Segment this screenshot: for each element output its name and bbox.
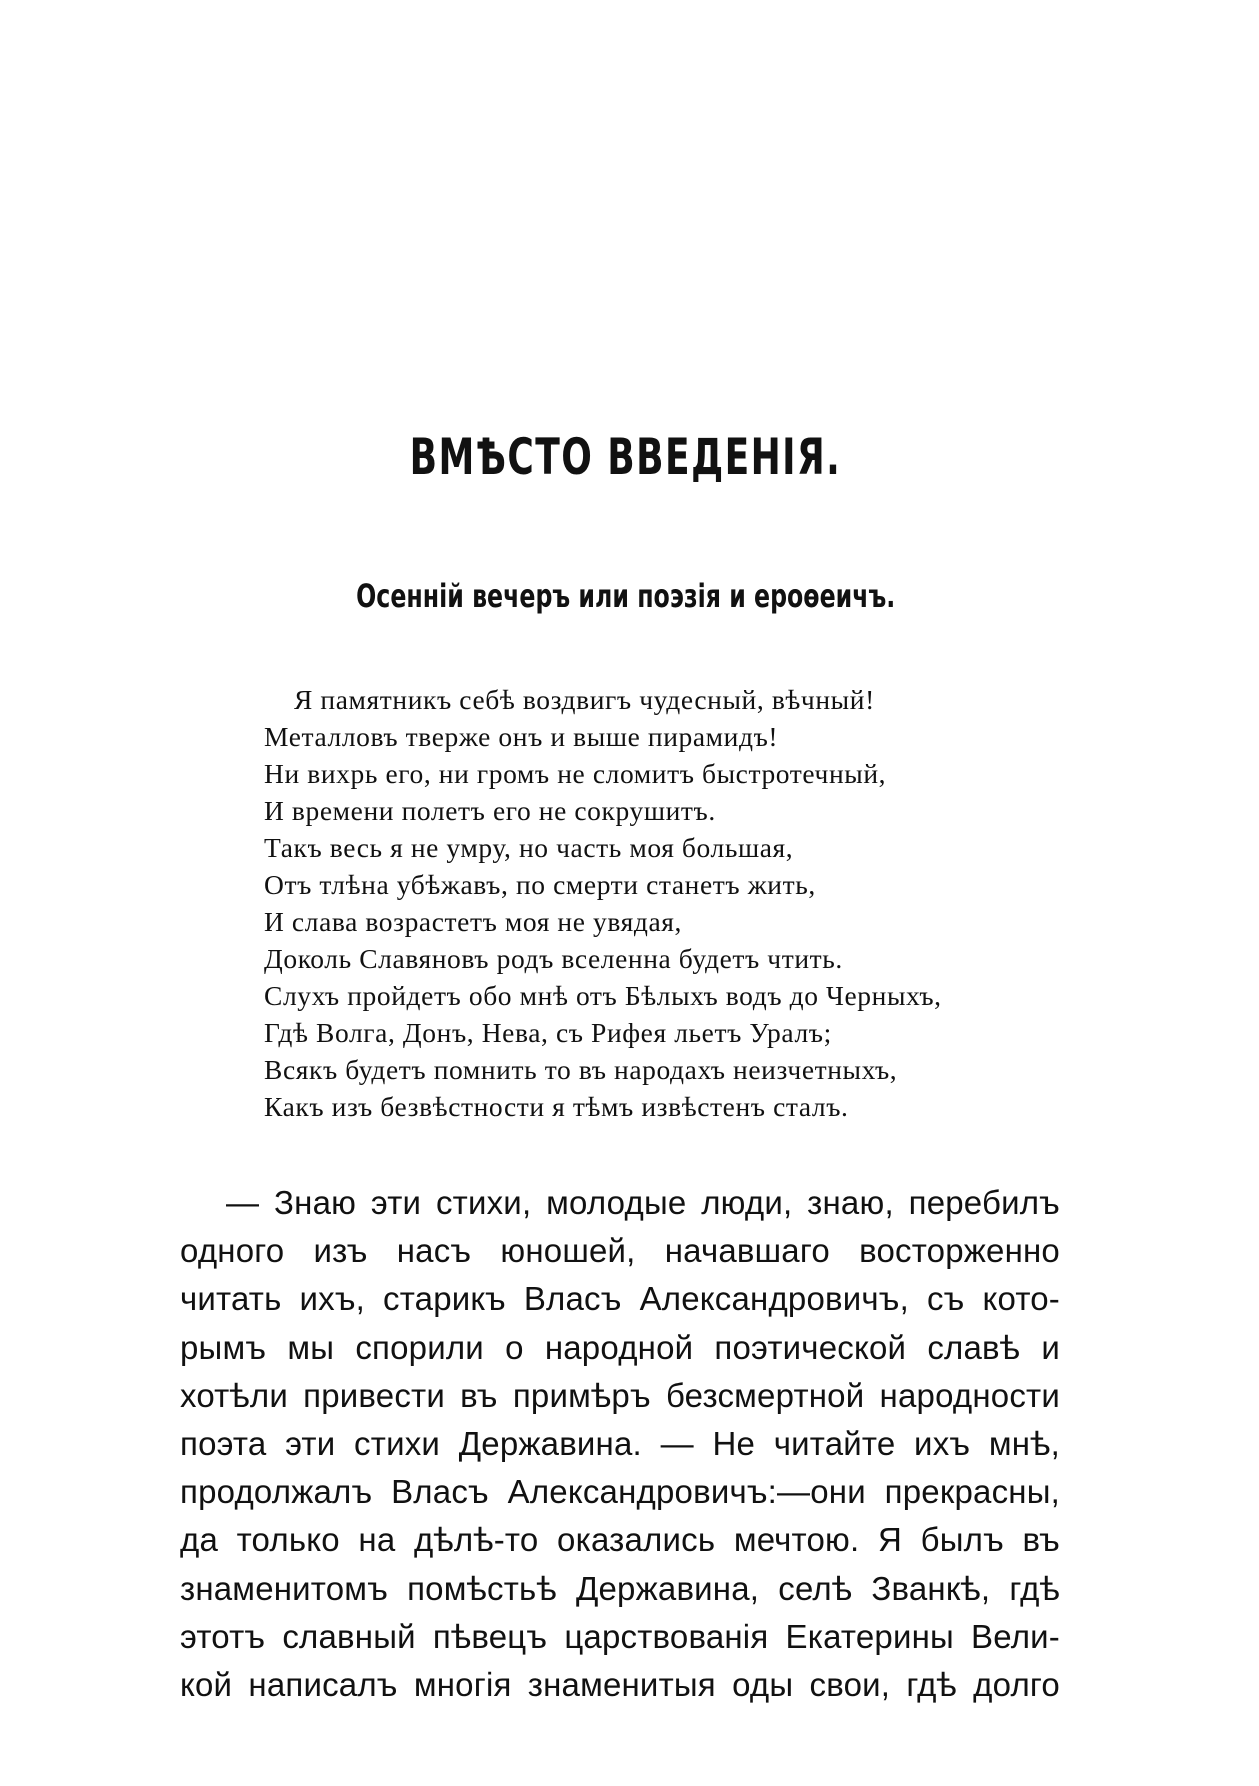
poem-line: Какъ изъ безвѣстности я тѣмъ извѣстенъ сталъ. [264,1091,849,1122]
poem-line: Всякъ будетъ помнить то въ народахъ неизчетныхъ, [264,1054,898,1085]
text-line: рымъ мы спорили о народной поэтической славѣ и [180,1328,1060,1366]
poem-line: Ни вихрь его, ни громъ не сломитъ быстротечный, [264,758,887,789]
poem-line: Слухъ пройдетъ обо мнѣ отъ Бѣлыхъ водъ до Черныхъ, [264,980,942,1011]
text-line: кой написалъ многія знаменитыя оды свои, гдѣ долго [180,1665,1060,1703]
poem-line: И слава возрастетъ моя не увядая, [264,906,682,937]
text-line: поэта эти стихи Державина. — Не читайте ихъ мнѣ, [180,1424,1060,1462]
body-paragraph [180,1179,1060,1709]
poem-line: Металловъ тверже онъ и выше пирамидъ! [264,721,779,752]
poem-line: И времени полетъ его не сокрушитъ. [264,795,716,826]
poem-line: Гдѣ Волга, Донъ, Нева, съ Рифея льетъ Уралъ; [264,1017,832,1048]
page-title: ВМѢСТО ВВЕДЕНІЯ. [409,428,842,486]
text-line: этотъ славный пѣвецъ царствованія Екатерины Вели- [180,1617,1060,1655]
poem-line: Такъ весь я не умру, но часть моя большая, [264,832,794,863]
text-line: продолжалъ Власъ Александровичъ:—они прекрасны, [180,1473,1060,1511]
text-line: хотѣли привести въ примѣръ безсмертной народности [180,1376,1060,1414]
text-line: читать ихъ, старикъ Власъ Александровичъ, съ кото- [180,1280,1060,1318]
text-line: одного изъ насъ юношей, начавшаго восторженно [180,1232,1060,1270]
epigraph-poem [264,681,1064,1125]
poem-line: Я памятникъ себѣ воздвигъ чудесный, вѣчный! [294,684,875,715]
text-line: да только на дѣлѣ-то оказались мечтою. Я былъ въ [180,1521,1060,1559]
text-line: — Знаю эти стихи, молодые люди, знаю, перебилъ [226,1184,1060,1221]
poem-line: Отъ тлѣна убѣжавъ, по смерти станетъ жить, [264,869,816,900]
text-line: знаменитомъ помѣстьѣ Державина, селѣ Званкѣ, гдѣ [180,1569,1060,1607]
page-subtitle: Осенній вечеръ или поэзія и ероѳеичъ. [356,577,896,615]
poem-line: Доколь Славяновъ родъ вселенна будетъ чтить. [264,943,843,974]
